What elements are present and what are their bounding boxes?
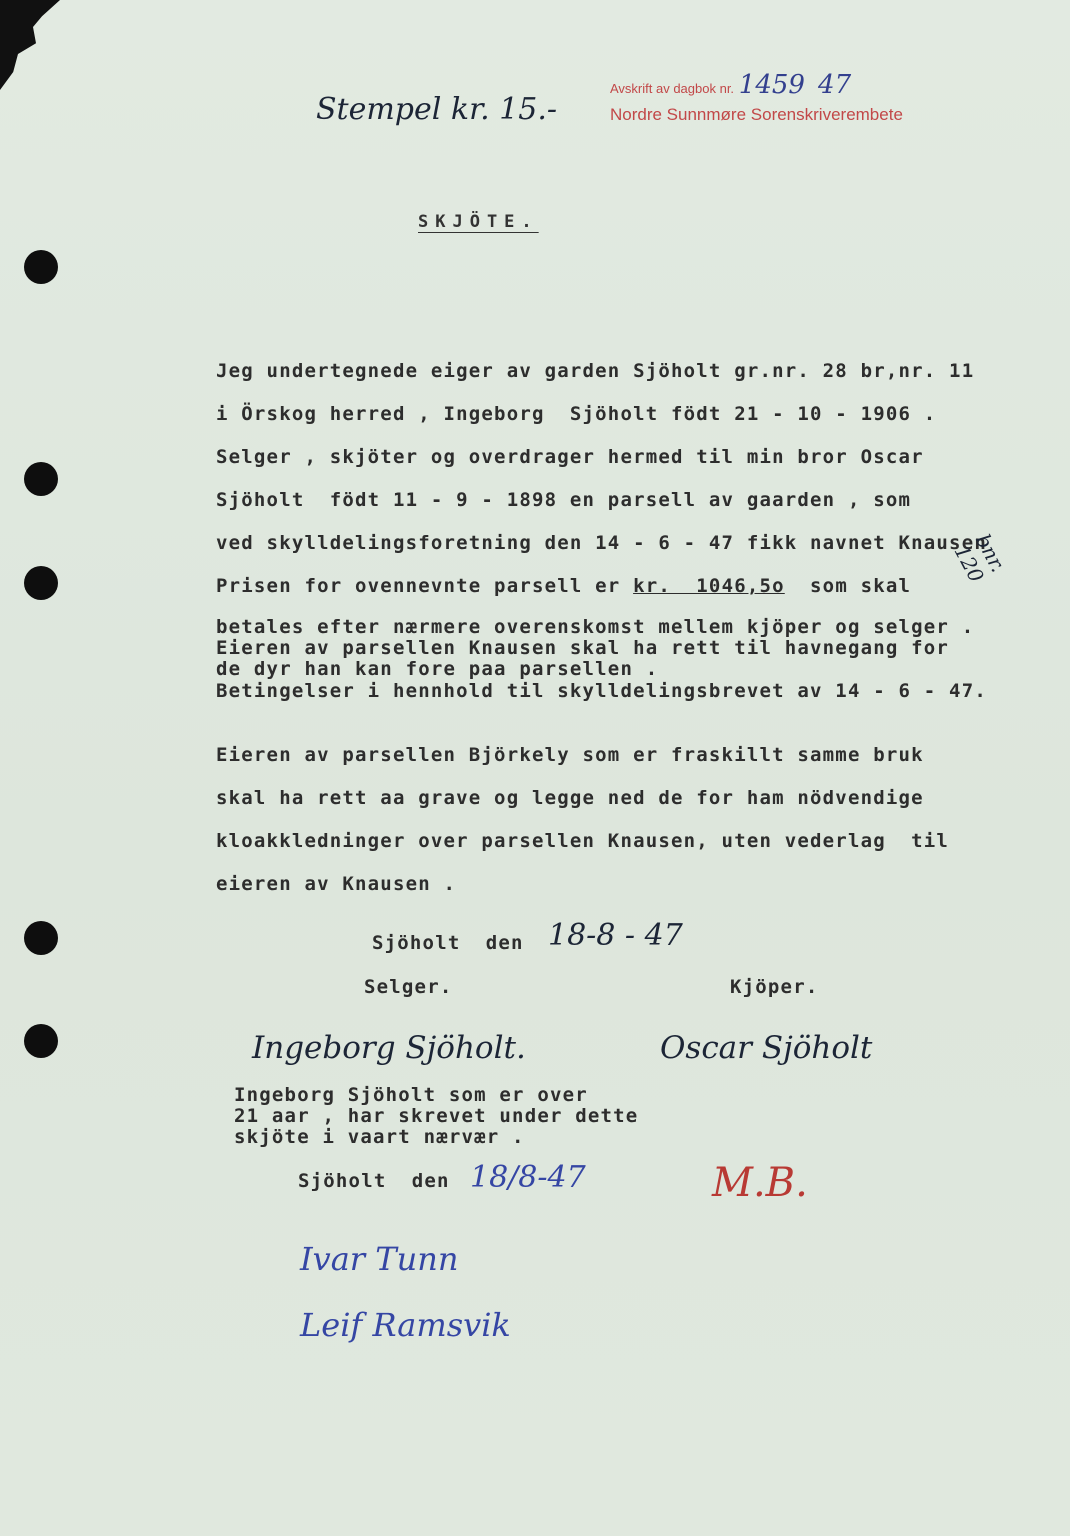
price-line bbox=[216, 575, 911, 597]
body-line: Jeg undertegnede eiger av garden Sjöholt gr.nr. 28 br,nr. 11 bbox=[216, 360, 975, 382]
witness-line: Ingeborg Sjöholt som er over bbox=[234, 1084, 588, 1106]
registry-stamp bbox=[610, 72, 903, 128]
body-line: Eieren av parsellen Björkely som er fraskillt samme bruk bbox=[216, 744, 924, 766]
handwritten-bnr-note: bnr. 120 bbox=[949, 530, 1011, 587]
stamp-dagbok-year: 47 bbox=[818, 70, 852, 100]
witness-line: 21 aar , har skrevet under dette bbox=[234, 1105, 639, 1127]
punch-hole bbox=[24, 921, 58, 955]
body-line: eieren av Knausen . bbox=[216, 873, 457, 895]
handwritten-date-top: 18-8 - 47 bbox=[548, 918, 683, 953]
handwritten-date-bottom: 18/8-47 bbox=[470, 1160, 586, 1195]
body-line: Eieren av parsellen Knausen skal ha rett til havnegang for bbox=[216, 637, 950, 659]
place-date-label: Sjöholt den bbox=[372, 932, 524, 954]
body-line bbox=[216, 532, 987, 554]
body-line: kloakkledninger over parsellen Knausen, uten vederlag til bbox=[216, 830, 950, 852]
seller-label: Selger. bbox=[364, 976, 453, 998]
punch-hole bbox=[24, 1024, 58, 1058]
body-line-text: ved skylldelingsforetning den 14 - 6 - 47 fikk navnet Knausen bbox=[216, 532, 987, 554]
document-title: SKJÖTE. bbox=[418, 212, 539, 232]
witness-signature-1: Ivar Tunn bbox=[300, 1240, 459, 1278]
body-line: skal ha rett aa grave og legge ned de for ham nödvendige bbox=[216, 787, 924, 809]
punch-hole bbox=[24, 462, 58, 496]
witness-signature-2: Leif Ramsvik bbox=[300, 1306, 511, 1344]
price-suffix: som skal bbox=[784, 575, 912, 597]
witness-line: skjöte i vaart nærvær . bbox=[234, 1126, 525, 1148]
body-line: i Örskog herred , Ingeborg Sjöholt födt 21 - 10 - 1906 . bbox=[216, 403, 937, 425]
handwritten-stempel: Stempel kr. 15.- bbox=[316, 92, 558, 127]
buyer-label: Kjöper. bbox=[730, 976, 819, 998]
body-line: Sjöholt födt 11 - 9 - 1898 en parsell av gaarden , som bbox=[216, 489, 912, 511]
punch-hole bbox=[24, 566, 58, 600]
handwritten-initials: M.B. bbox=[712, 1160, 808, 1206]
body-line: Betingelser i hennhold til skylldelingsbrevet av 14 - 6 - 47. bbox=[216, 680, 987, 702]
body-line: Selger , skjöter og overdrager hermed til min bror Oscar bbox=[216, 446, 924, 468]
body-line: de dyr han kan fore paa parsellen . bbox=[216, 658, 659, 680]
punch-hole bbox=[24, 250, 58, 284]
price-prefix: Prisen for ovennevnte parsell er bbox=[216, 575, 634, 597]
body-line: betales efter nærmere overenskomst mellem kjöper og selger . bbox=[216, 616, 975, 638]
torn-corner bbox=[0, 0, 60, 90]
price-value: kr. 1046,5o bbox=[633, 575, 785, 597]
buyer-signature: Oscar Sjöholt bbox=[660, 1030, 873, 1066]
stamp-dagbok-number: 1459 bbox=[738, 70, 805, 100]
stamp-office: Nordre Sunnmøre Sorenskriverembete bbox=[610, 105, 903, 124]
seller-signature: Ingeborg Sjöholt. bbox=[252, 1030, 526, 1066]
place-date-label-2: Sjöholt den bbox=[298, 1170, 450, 1192]
stamp-line1-prefix: Avskrift av dagbok nr. bbox=[610, 81, 735, 96]
